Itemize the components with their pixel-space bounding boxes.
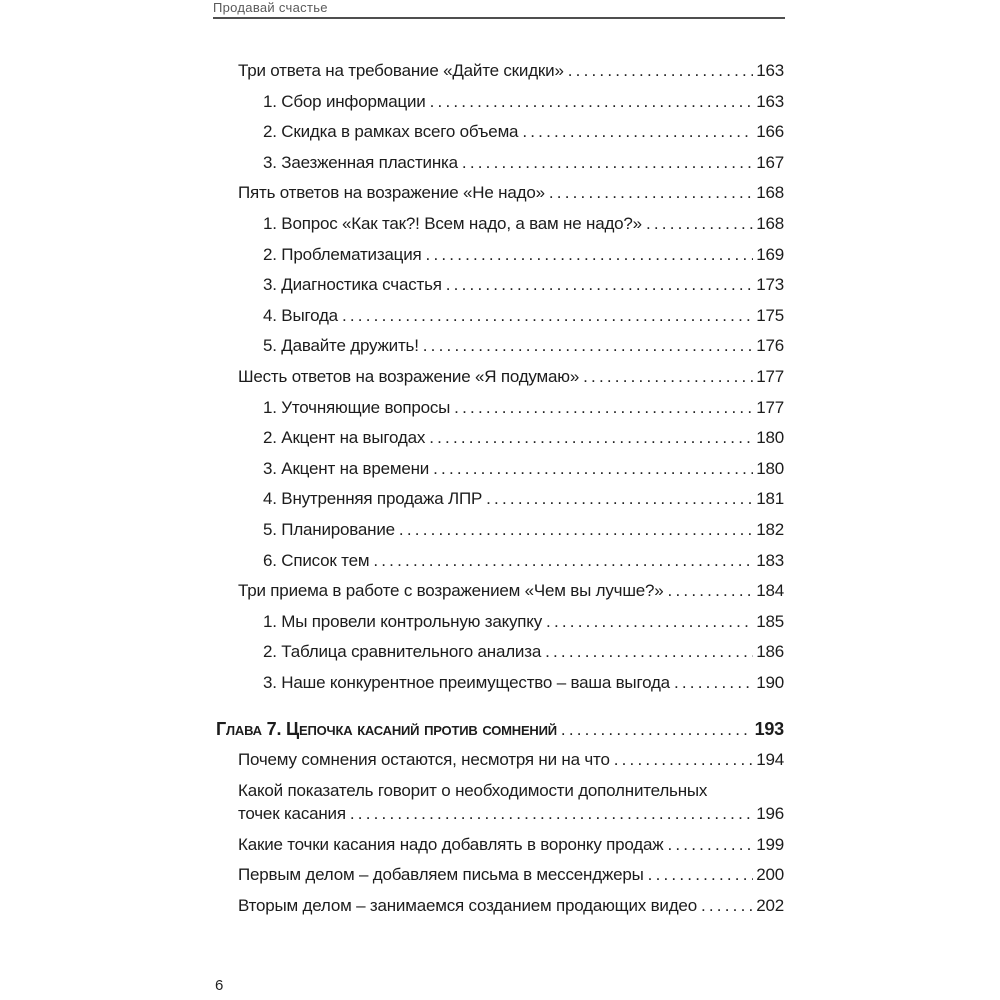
dot-leader	[668, 579, 754, 602]
toc-entry-title: 5. Давайте дружить!	[263, 336, 419, 356]
toc-entry	[216, 779, 784, 825]
toc-entry-title: Какой показатель говорит о необходимости дополнительных	[238, 781, 708, 801]
folio-page-number: 6	[215, 977, 224, 994]
toc-page-number: 177	[756, 397, 784, 417]
toc-entry-title: Первым делом – добавляем письма в мессенджеры	[238, 865, 644, 885]
toc-entry	[216, 579, 784, 602]
toc-entry-title: 2. Акцент на выгодах	[263, 428, 426, 448]
toc-entry-line	[216, 396, 784, 419]
toc-entry	[216, 396, 784, 419]
toc-page-number: 168	[756, 183, 784, 203]
dot-leader	[486, 487, 753, 510]
toc-entry	[216, 863, 784, 886]
toc-page-number: 173	[756, 275, 784, 295]
toc-entry-line	[216, 549, 784, 572]
dot-leader	[646, 212, 753, 235]
toc-entry-title: 1. Вопрос «Как так?! Всем надо, а вам не надо?»	[263, 213, 642, 233]
toc-page-number: 196	[756, 804, 784, 824]
toc-entry	[216, 894, 784, 917]
toc-entry-title: точек касания	[238, 804, 346, 824]
dot-leader	[546, 610, 753, 633]
toc-page-number: 186	[756, 642, 784, 662]
toc-entry	[216, 748, 784, 771]
toc-page-number: 167	[756, 152, 784, 172]
toc-entry-line	[216, 863, 784, 886]
dot-leader	[426, 243, 754, 266]
toc-entry	[216, 273, 784, 296]
toc-page-number: 163	[756, 91, 784, 111]
dot-leader	[522, 120, 753, 143]
toc-entry-line	[216, 487, 784, 510]
dot-leader	[561, 718, 752, 741]
toc-entry-line	[216, 802, 784, 825]
toc-page-number: 180	[756, 428, 784, 448]
dot-leader	[568, 59, 754, 82]
toc-entry-line	[216, 610, 784, 633]
toc-entry	[216, 426, 784, 449]
toc-entry-title: Вторым делом – занимаемся созданием продающих видео	[238, 895, 697, 915]
toc-page-number: 194	[756, 750, 784, 770]
toc-entry-line	[216, 304, 784, 327]
toc-entry-line	[216, 212, 784, 235]
dot-leader	[433, 457, 753, 480]
toc-entry-line	[216, 90, 784, 113]
toc-entry	[216, 90, 784, 113]
dot-leader	[462, 151, 753, 174]
toc-entry-title: Какие точки касания надо добавлять в воронку продаж	[238, 834, 664, 854]
toc-entry-line	[216, 243, 784, 266]
dot-leader	[674, 671, 753, 694]
toc-entry	[216, 518, 784, 541]
toc-entry-title: 4. Выгода	[263, 305, 338, 325]
toc-page-number: 184	[756, 581, 784, 601]
toc-entry	[216, 671, 784, 694]
dot-leader	[429, 426, 753, 449]
toc	[216, 59, 784, 924]
dot-leader	[583, 365, 753, 388]
toc-entry-title: Три ответа на требование «Дайте скидки»	[238, 61, 564, 80]
dot-leader	[549, 181, 753, 204]
toc-entry-line	[216, 151, 784, 174]
toc-page-number: 200	[756, 865, 784, 885]
toc-entry-line	[216, 457, 784, 480]
toc-entry-title: 2. Проблематизация	[263, 244, 422, 264]
dot-leader	[446, 273, 753, 296]
toc-page-number: 185	[756, 611, 784, 631]
toc-entry	[216, 833, 784, 856]
dot-leader	[454, 396, 753, 419]
toc-entry	[216, 365, 784, 388]
toc-entry-title: 5. Планирование	[263, 519, 395, 539]
toc-entry-line	[216, 718, 784, 741]
toc-page-number: 177	[756, 366, 784, 386]
dot-leader	[667, 833, 753, 856]
toc-entry	[216, 640, 784, 663]
toc-entry-title: 1. Мы провели контрольную закупку	[263, 611, 543, 631]
dot-leader	[399, 518, 753, 541]
toc-entry	[216, 212, 784, 235]
toc-entry-title: Глава 7. Цепочка касаний против сомнений	[216, 718, 557, 739]
toc-entry	[216, 718, 784, 741]
toc-entry	[216, 549, 784, 572]
running-header	[213, 1, 785, 19]
toc-entry-title: 1. Уточняющие вопросы	[263, 397, 451, 417]
toc-entry-line	[216, 518, 784, 541]
toc-entry-title: 2. Таблица сравнительного анализа	[263, 642, 542, 662]
toc-entry-title: 4. Внутренняя продажа ЛПР	[263, 489, 483, 509]
toc-entry	[216, 304, 784, 327]
toc-entry-line	[216, 579, 784, 602]
toc-entry-title: Пять ответов на возражение «Не надо»	[238, 183, 545, 203]
toc-entry-title: 3. Диагностика счастья	[263, 275, 442, 295]
toc-page-number: 176	[756, 336, 784, 356]
toc-page-number: 166	[756, 122, 784, 142]
toc-page-number: 175	[756, 305, 784, 325]
toc-entry	[216, 610, 784, 633]
toc-page-number: 182	[756, 519, 784, 539]
dot-leader	[373, 549, 753, 572]
toc-entry	[216, 59, 784, 82]
toc-entry	[216, 181, 784, 204]
toc-entry-line	[216, 671, 784, 694]
toc-entry	[216, 457, 784, 480]
dot-leader	[430, 90, 754, 113]
toc-entry	[216, 243, 784, 266]
toc-entry-title: 3. Заезженная пластинка	[263, 152, 458, 172]
dot-leader	[614, 748, 754, 771]
toc-entry-line	[216, 334, 784, 357]
toc-page-number: 168	[756, 213, 784, 233]
toc-page-number: 193	[754, 718, 784, 739]
toc-entry-title: 2. Скидка в рамках всего объема	[263, 122, 519, 142]
dot-leader	[342, 304, 753, 327]
toc-page-number: 202	[756, 895, 784, 915]
toc-page-number: 190	[756, 672, 784, 692]
toc-entry-line	[216, 59, 784, 82]
toc-entry-line	[216, 365, 784, 388]
toc-entry-line	[216, 273, 784, 296]
toc-page-number: 163	[756, 61, 784, 80]
toc-entry	[216, 334, 784, 357]
toc-entry-line	[216, 833, 784, 856]
toc-page-number: 199	[756, 834, 784, 854]
dot-leader	[350, 802, 753, 825]
dot-leader	[423, 334, 753, 357]
toc-page-number: 180	[756, 458, 784, 478]
toc-entry-line	[216, 779, 784, 802]
toc-page-number: 183	[756, 550, 784, 570]
toc-entry-title: Три приема в работе с возражением «Чем вы лучше?»	[238, 581, 664, 601]
toc-entry-line	[216, 748, 784, 771]
dot-leader	[701, 894, 753, 917]
toc-entry-title: Шесть ответов на возражение «Я подумаю»	[238, 366, 580, 386]
toc-entry-title: 1. Сбор информации	[263, 91, 426, 111]
toc-entry-line	[216, 426, 784, 449]
toc-entry-title: 3. Акцент на времени	[263, 458, 430, 478]
toc-entry-line	[216, 894, 784, 917]
toc-entry	[216, 151, 784, 174]
toc-entry-line	[216, 640, 784, 663]
toc-entry-line	[216, 120, 784, 143]
dot-leader	[648, 863, 754, 886]
toc-page-number: 169	[756, 244, 784, 264]
toc-entry-line	[216, 181, 784, 204]
toc-entry-title: Почему сомнения остаются, несмотря ни на что	[238, 750, 610, 770]
toc-entry-title: 6. Список тем	[263, 550, 370, 570]
toc-page-number: 181	[756, 489, 784, 509]
toc-entry	[216, 487, 784, 510]
book-title: Продавай счастье	[213, 0, 328, 15]
dot-leader	[545, 640, 753, 663]
toc-entry	[216, 120, 784, 143]
toc-entry-title: 3. Наше конкурентное преимущество – ваша выгода	[263, 672, 670, 692]
